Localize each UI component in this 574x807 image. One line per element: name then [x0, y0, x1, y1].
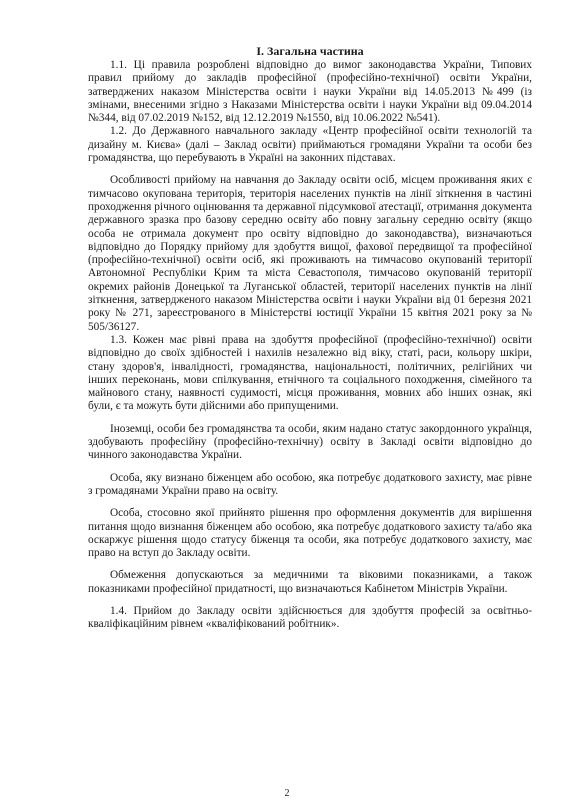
section-title: І. Загальна частина: [256, 44, 364, 58]
page-number: 2: [284, 788, 290, 799]
paragraph-1-1: 1.1. Ці правила розроблені відповідно до вимог законодавства України, Типових правил прийому до закладів професійної (професійно-технічної) освіти України, затверджених наказом Міністерства освіти і науки України від 14.05.2013 №499 (із змінами, внесеними згідно з Наказами Міністерства освіти і науки України від 09.04.2014 №344, від 07.02.2019 №152, від 12.12.2019 №1550, від 10.06.2022 №541).: [88, 59, 532, 125]
paragraph-asylum-seekers: Особа, стосовно якої прийнято рішення про оформлення документів для вирішення питання щодо визнання біженцем або особою, яка потребує додаткового захисту та/або яка оскаржує рішення щодо статусу біженця та особи, яка потребує додаткового захисту, має право на вступ до Закладу освіти.: [88, 507, 532, 560]
paragraph-1-4: 1.4. Прийом до Закладу освіти здійснюється для здобуття професій за освітньо-кваліфікаційним рівнем «кваліфікований робітник».: [88, 604, 532, 631]
document-page: [88, 44, 532, 632]
paragraph-1-2: 1.2. До Державного навчального закладу «Центр професійної освіти технологій та дизайну м. Києва» (далі – Заклад освіти) приймаються громадяни України та особи без громадянства, що перебувають в Україні на законних підставах.: [88, 125, 532, 165]
paragraph-special-admission: Особливості прийому на навчання до Закладу освіти осіб, місцем проживання яких є тимчасово окупована територія, територія населених пунктів на лінії зіткнення в частині проходження річного оцінювання та державної підсумкової атестації, отримання документа державного зразка про базову середню освіту або повну загальну середню освіту (якщо особа не отримала документ про освіту відповідно до законодавства), визначаються відповідно до Порядку прийому для здобуття вищої, фахової передвищої та професійної (професійно-технічної) освіти осіб, які проживають на тимчасово окупованій території Автономної Республіки Крим та міста Севастополя, тимчасово окупованій території окремих районів Донецької та Луганської областей, території населених пунктів на лінії зіткнення, затвердженого наказом Міністерства освіти і науки України від 01 березня 2021 року № 271, зареєстрованого в Міністерстві юстиції України 15 квітня 2021 року за № 505/36127.: [88, 174, 532, 333]
paragraph-refugees: Особа, яку визнано біженцем або особою, яка потребує додаткового захисту, має рівне з громадянами України право на освіту.: [88, 471, 532, 497]
paragraph-1-3: 1.3. Кожен має рівні права на здобуття професійної (професійно-технічної) освіти відповідно до своїх здібностей і нахилів незалежно від віку, статі, раси, кольору шкіри, стану здоров'я, інвалідності, громадянства, національності, політичних, релігійних чи інших переконань, мови спілкування, етнічного та соціального походження, сімейного та майнового стану, наявності судимості, місця проживання, мовних або інших ознак, які були, є та можуть бути дійсними або припущеними.: [88, 333, 532, 413]
paragraph-restrictions: Обмеження допускаються за медичними та віковими показниками, а також показниками професійної придатності, що визначаються Кабінетом Міністрів України.: [88, 569, 532, 595]
paragraph-foreigners: Іноземці, особи без громадянства та особи, яким надано статус закордонного українця, здобувають професійну (професійно-технічну) освіту в Закладі освіти відповідно до чинного законодавства України.: [88, 422, 532, 462]
